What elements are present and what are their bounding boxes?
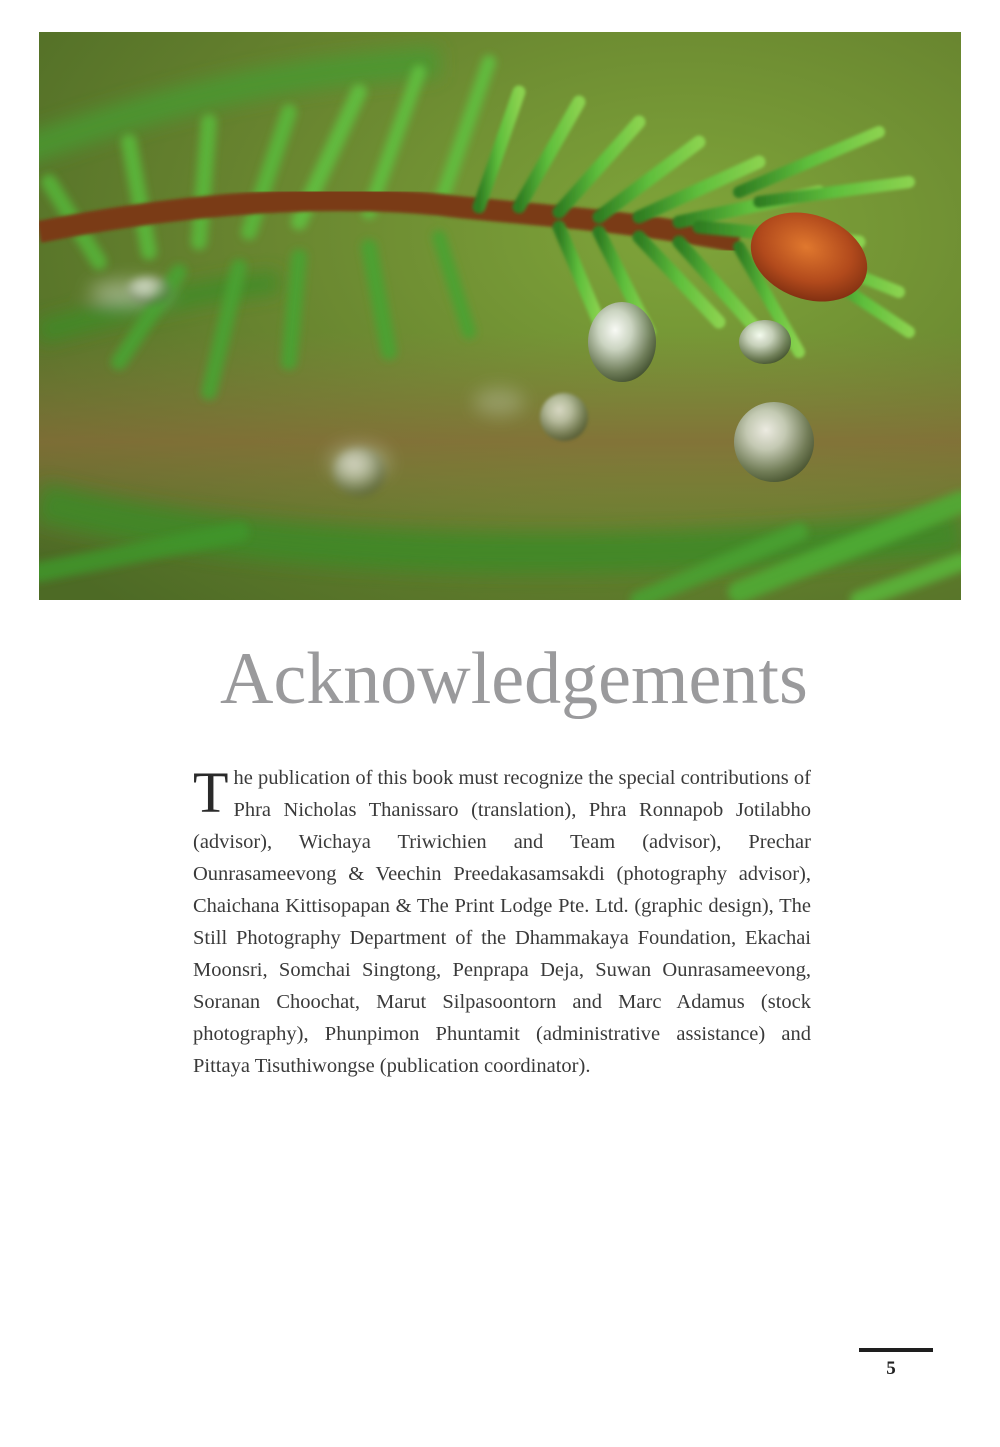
drop-cap: T (193, 760, 229, 825)
page-title: Acknowledgements (220, 638, 808, 720)
header-photo (39, 32, 961, 600)
pine-branch-with-water-droplets-icon (39, 32, 961, 600)
page-number: 5 (886, 1358, 896, 1379)
acknowledgements-text: he publication of this book must recognize the special contributions of Phra Nicholas Thanissaro (translation), Phra Ronnapob Jotilabho (advisor), Wichaya Triwichien and Team (advisor), Prechar Ounrasameevong & Veechin Preedakasamsakdi (photography advisor), Chaichana Kittisopapan & The Print Lodge Pte. Ltd. (graphic design), The Still Photography Department of the Dhammakaya Foundation, Ekachai Moonsri, Somchai Singtong, Penprapa Deja, Suwan Ounrasameevong, Soranan Choochat, Marut Silpasoontorn and Marc Adamus (stock photography), Phunpimon Phuntamit (administrative assistance) and Pittaya Tisuthiwongse (publication coordinator). (193, 767, 811, 1077)
page-number-rule (859, 1348, 933, 1352)
acknowledgements-paragraph (193, 762, 811, 1082)
